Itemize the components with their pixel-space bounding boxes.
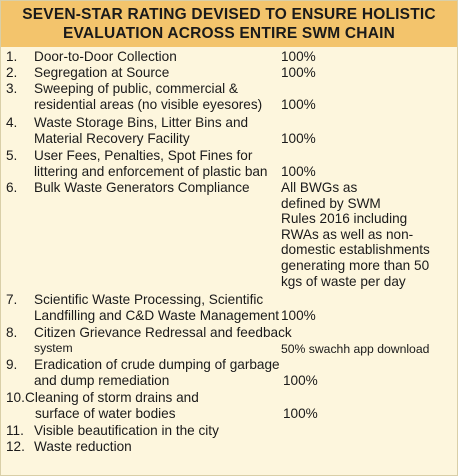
item-value-text: 100% <box>281 131 316 146</box>
item-description <box>34 148 268 179</box>
item-description <box>34 292 279 323</box>
item-text: Door-to-Door Collection <box>34 49 177 64</box>
item-value <box>281 97 316 113</box>
item-value-text: RWAs as well as non- <box>281 226 414 242</box>
item-value <box>281 308 316 324</box>
item-description <box>34 49 177 65</box>
item-value <box>281 164 316 180</box>
item-text: littering and enforcement of plastic ban <box>34 163 268 179</box>
item-value-text: kgs of waste per day <box>281 273 406 289</box>
item-number: 7. <box>6 292 18 307</box>
item-value-text: domestic establishments <box>281 242 430 258</box>
item-value <box>281 131 316 147</box>
item-text: Bulk Waste Generators Compliance <box>34 180 250 195</box>
item-value <box>283 406 318 422</box>
item-text: and dump remediation <box>34 372 170 388</box>
item-text: Eradication of crude dumping of garbage <box>34 357 280 372</box>
item-number: 2. <box>6 65 18 80</box>
item-value-text: defined by SWM <box>281 195 381 211</box>
item-value-text: 100% <box>283 373 318 388</box>
item-number: 5. <box>6 148 18 163</box>
item-value <box>281 342 429 358</box>
item-text: Waste Storage Bins, Litter Bins and <box>34 115 249 130</box>
item-description <box>34 115 248 146</box>
item-value <box>281 65 316 81</box>
item-text: Cleaning of storm drains and <box>25 390 199 405</box>
item-number: 8. <box>6 325 18 340</box>
item-description <box>34 423 219 439</box>
item-text: Segregation at Source <box>34 65 170 80</box>
item-value <box>283 373 318 389</box>
item-number: 1. <box>6 49 18 64</box>
item-number: 12. <box>6 439 25 454</box>
item-text: Citizen Grievance Redressal and feedback <box>34 325 292 340</box>
item-value-text: 100% <box>281 308 316 323</box>
item-value <box>281 180 430 289</box>
item-value-text: generating more than 50 <box>281 257 430 273</box>
item-description <box>34 357 280 388</box>
item-description <box>25 390 199 421</box>
item-value-text: 50% swachh app download <box>281 342 430 356</box>
item-number: 3. <box>6 81 18 96</box>
item-value-text: 100% <box>281 164 316 179</box>
header-line-2: EVALUATION ACROSS ENTIRE SWM CHAIN <box>62 25 395 42</box>
item-number: 6. <box>6 180 18 195</box>
item-text: Material Recovery Facility <box>34 130 190 146</box>
item-text: Scientific Waste Processing, Scientific <box>34 292 264 307</box>
item-text: residential areas (no visible eyesores) <box>34 96 263 112</box>
item-description <box>34 65 169 81</box>
item-description <box>34 81 262 112</box>
item-value-text: 100% <box>281 97 316 112</box>
item-value-text: 100% <box>283 406 318 421</box>
item-text: surface of water bodies <box>35 405 176 421</box>
item-description <box>34 180 250 196</box>
item-text: Visible beautification in the city <box>34 423 219 438</box>
item-number: 11. <box>6 423 24 438</box>
item-description <box>34 439 132 455</box>
item-value-text: 100% <box>281 49 316 64</box>
item-text: Waste reduction <box>34 439 132 454</box>
item-number: 4. <box>6 115 18 130</box>
item-value-text: 100% <box>281 65 316 80</box>
item-text: User Fees, Penalties, Spot Fines for <box>34 148 253 163</box>
item-value <box>281 49 316 65</box>
header-line-1: SEVEN-STAR RATING DEVISED TO ENSURE HOLISTIC <box>22 6 436 23</box>
item-description <box>34 325 292 356</box>
item-text: system <box>34 340 73 355</box>
item-value-text: Rules 2016 including <box>281 211 408 227</box>
item-value-text: All BWGs as <box>281 180 358 195</box>
item-number: 10. <box>6 390 25 405</box>
item-text: Sweeping of public, commercial & <box>34 81 238 96</box>
item-number: 9. <box>6 357 18 372</box>
item-text: Landfilling and C&D Waste Management <box>34 307 280 323</box>
panel-header <box>1 1 457 47</box>
